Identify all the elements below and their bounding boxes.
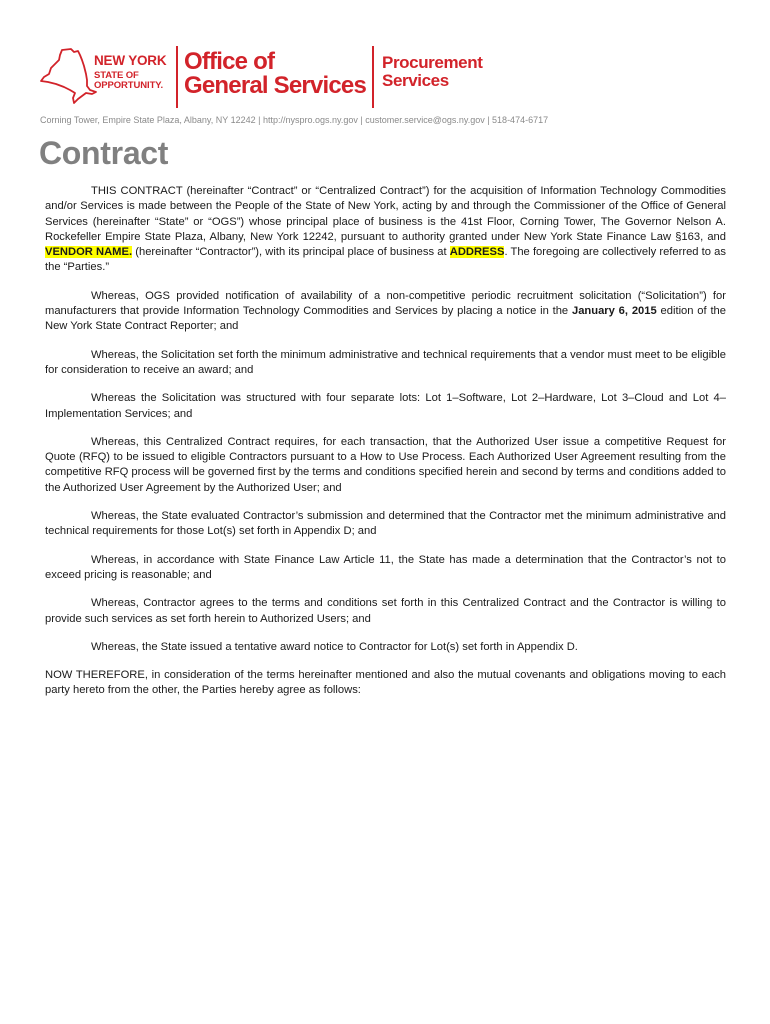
letterhead [38,44,738,110]
logo-divider [176,46,178,108]
solicitation-date: January 6, 2015 [571,305,657,318]
procurement-line2: Services [382,71,449,90]
document-title: Contract [39,135,169,171]
paragraph-10: NOW THEREFORE, in consideration of the terms hereinafter mentioned and also the mutual covenants and obligations moving to each party hereto from the other, the Parties hereby agree as follows: [45,669,726,697]
ny-logo-line3: OPPORTUNITY. [94,80,164,91]
paragraph-8: Whereas, Contractor agrees to the terms and conditions set forth in this Centralized Contract and the Contractor is willing to provide such services as set forth herein to Authorized Users; and [45,597,726,625]
paragraph-2 [45,289,726,335]
logo-divider-2 [372,46,374,108]
procurement-services-logo-text [382,54,482,90]
paragraph-4: Whereas the Solicitation was structured with four separate lots: Lot 1–Software, Lot 2–Hardware, Lot 3–Cloud and Lot 4–Implementation Services; and [45,392,726,420]
paragraph-6: Whereas, the State evaluated Contractor’s submission and determined that the Contractor met the minimum administrative and technical requirements for those Lot(s) set forth in Appendix D; and [45,510,726,538]
p1-text-a: THIS CONTRACT (hereinafter “Contract” or “Centralized Contract”) for the acquisition of Information Technology Commodities and/or Services is made between the People of the State of New York, acting by and through the Commissioner of the Office of General Services (hereinafter “State” or “OGS”) whose principal place of business is the 41st Floor, Corning Tower, The Governor Nelson A. Rockefeller Empire State Plaza, Albany, New York 12242, pursuant to authority granted under New York State Finance Law §163, and [45,185,726,243]
p1-text-c: . The foregoing are collectively referred to as the “Parties.” [45,246,726,274]
contract-body [45,184,726,712]
ogs-line2: General Services [184,72,367,99]
new-york-state-map-icon [38,46,98,106]
ny-logo-line1: NEW YORK [94,53,167,68]
paragraph-3: Whereas, the Solicitation set forth the minimum administrative and technical requirements that a vendor must meet to be eligible for consideration to receive an award; and [45,348,726,376]
paragraph-7: Whereas, in accordance with State Finance Law Article 11, the State has made a determination that the Contractor’s not to exceed pricing is reasonable; and [45,553,726,581]
ny-logo-line2: STATE OF [94,69,139,81]
p2-text-a: Whereas, OGS provided notification of availability of a non-competitive periodic recruitment solicitation (“Solicitation”) for manufacturers that provide Information Technology Commodities and Services by placing a notice in the [45,289,726,318]
p2-text-b: edition of the New York State Contract Reporter; and [45,305,726,333]
address-placeholder: ADDRESS [449,246,505,259]
paragraph-9: Whereas, the State issued a tentative award notice to Contractor for Lot(s) set forth in Appendix D. [91,640,578,653]
paragraph-1 [45,184,726,276]
contact-line: Corning Tower, Empire State Plaza, Albany, NY 12242 | http://nyspro.ogs.ny.gov | customer.service@ogs.ny.gov | 518-474-6717 [40,115,549,125]
procurement-line1: Procurement [382,53,483,72]
ogs-logo-text [184,50,366,98]
ogs-line1: Office of [184,48,275,75]
vendor-name-placeholder: VENDOR NAME. [45,246,133,259]
p1-text-b: (hereinafter “Contractor”), with its principal place of business at [132,246,450,259]
ny-state-logo-text [94,54,166,91]
paragraph-5: Whereas, this Centralized Contract requires, for each transaction, that the Authorized User issue a competitive Request for Quote (RFQ) to be issued to eligible Contractors pursuant to a How to Use Process. Each Authorized User Agreement resulting from the competitive RFQ process will be governed first by the terms and conditions specified herein and second by terms and conditions added to the Authorized User Agreement by the Authorized User; and [45,435,726,494]
